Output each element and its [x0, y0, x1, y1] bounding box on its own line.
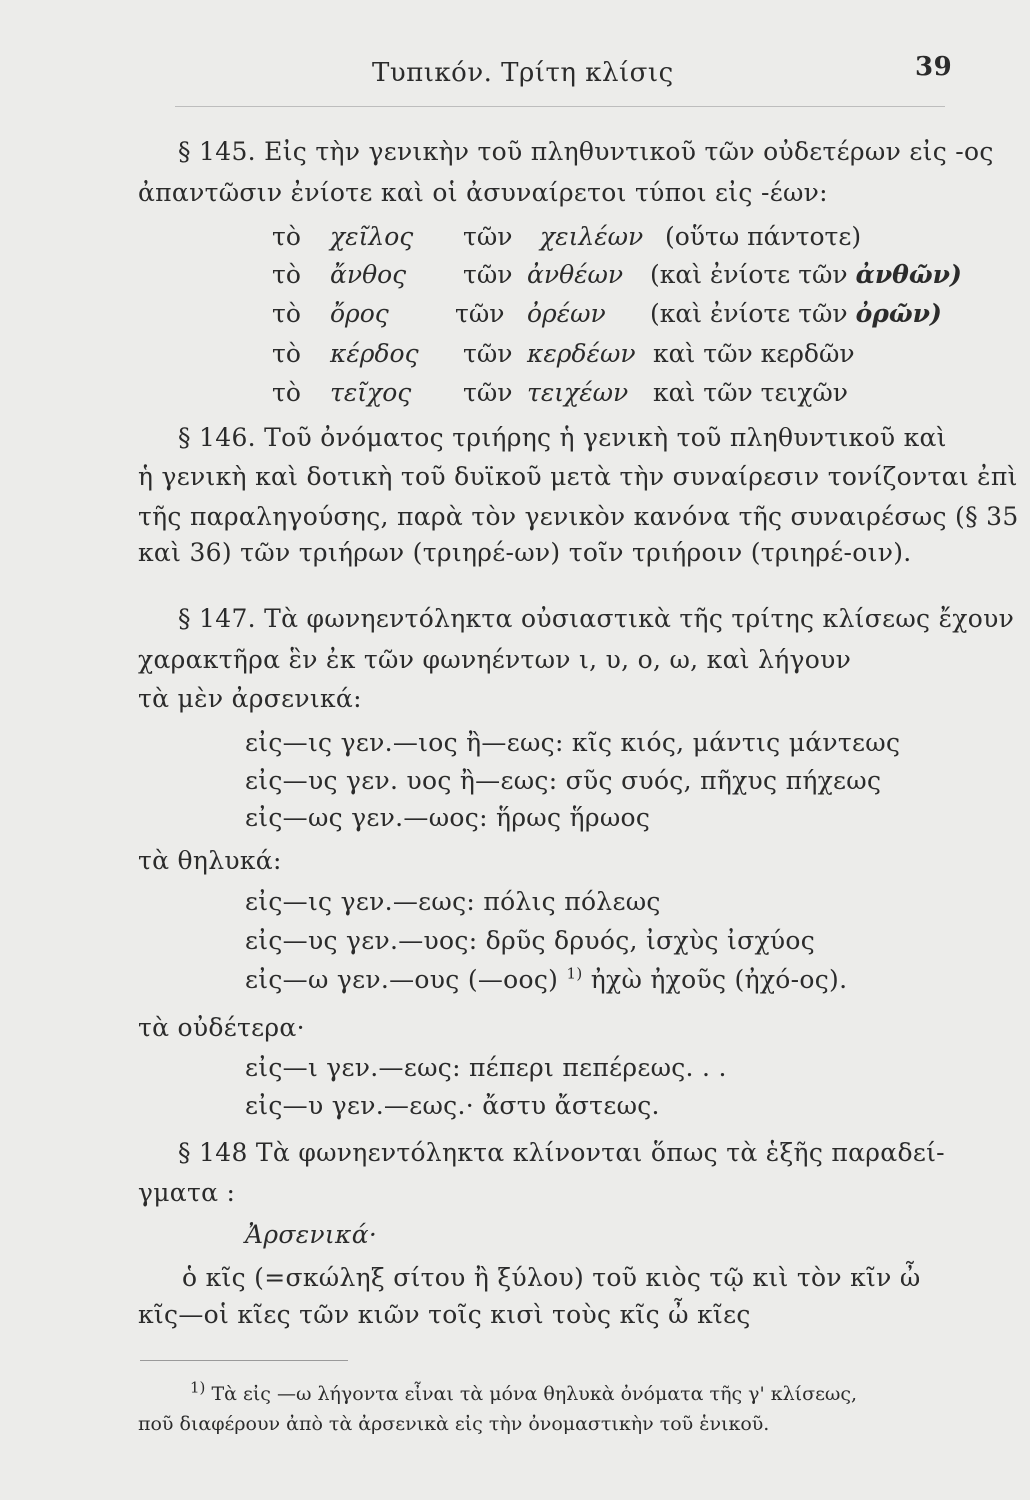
neuter-label: τὰ οὐδέτερα·: [138, 1013, 305, 1042]
article: τὸ: [272, 378, 301, 407]
s148-line-1: § 148 Τὰ φωνηεντόληκτα κλίνονται ὅπως τὰ ἑξῆς παραδεί-: [178, 1138, 945, 1167]
feminine-ending-row: [245, 965, 847, 994]
s147-line-2: χαρακτῆρα ἓν ἐκ τῶν φωνηέντων ι, υ, ο, ω, καὶ λήγουν: [138, 645, 852, 674]
note-text: καὶ τῶν κερδῶν: [653, 339, 855, 368]
feminine-ending-text: εἰς—ω γεν.—ους (—οος): [245, 965, 559, 994]
nominative-word: χεῖλος: [330, 222, 414, 251]
masculine-ending-row: εἰς—ως γεν.—ωος: ἥρως ἥρωος: [245, 803, 651, 832]
note-text: (καὶ ἐνίοτε τῶν: [650, 260, 856, 289]
s146-line-2: ἡ γενικὴ καὶ δοτικὴ τοῦ δυϊκοῦ μετὰ τὴν συναίρεσιν τονίζονται ἐπὶ: [138, 462, 1018, 491]
s145-line-2: ἀπαντῶσιν ἐνίοτε καὶ οἱ ἀσυναίρετοι τύποι εἰς -έων:: [138, 178, 828, 207]
note: [653, 339, 855, 368]
s147-line-3: τὰ μὲν ἀρσενικά:: [138, 684, 362, 713]
s146-line-1: § 146. Τοῦ ὀνόματος τριήρης ἡ γενικὴ τοῦ πληθυντικοῦ καὶ: [178, 423, 947, 452]
article: τὸ: [272, 299, 301, 328]
note: [650, 299, 942, 328]
s146-line-3: τῆς παραληγούσης, παρὰ τὸν γενικὸν κανόνα τῆς συναιρέσως (§ 35: [138, 502, 1019, 531]
note-text: καὶ τῶν τειχῶν: [653, 378, 848, 407]
neuter-ending-row: εἰς—υ γεν.—εως.· ἄστυ ἄστεως.: [245, 1091, 660, 1120]
article: τὸ: [272, 222, 301, 251]
declension-line-b: κῖς—οἱ κῖες τῶν κιῶν τοῖς κισὶ τοὺς κῖς ὦ κῖες: [138, 1300, 751, 1329]
article-genitive: τῶν: [455, 299, 505, 328]
masculine-heading: Ἀρσενικά·: [245, 1220, 378, 1249]
article-genitive: τῶν: [463, 260, 513, 289]
feminine-ending-row: εἰς—υς γεν.—υος: δρῦς δρυός, ἰσχὺς ἰσχύος: [245, 926, 816, 955]
genitive-word: κερδέων: [527, 339, 636, 368]
masculine-ending-row: εἰς—υς γεν. υος ἢ—εως: σῦς συός, πῆχυς πήχεως: [245, 766, 882, 795]
note-text: (καὶ ἐνίοτε τῶν: [650, 299, 856, 328]
s148-line-2: γματα :: [138, 1178, 236, 1207]
note: [653, 378, 848, 407]
footnote-marker: 1): [190, 1378, 206, 1397]
nominative-word: ὄρος: [330, 299, 389, 328]
masculine-ending-row: εἰς—ις γεν.—ιος ἢ—εως: κῖς κιός, μάντις μάντεως: [245, 728, 901, 757]
genitive-word: ὀρέων: [527, 299, 606, 328]
s146-line-4: καὶ 36) τῶν τριήρων (τριηρέ-ων) τοῖν τριήροιν (τριηρέ-οιν).: [138, 538, 912, 567]
note-text: (οὕτω πάντοτε): [665, 222, 862, 251]
genitive-word: τειχέων: [527, 378, 629, 407]
article: τὸ: [272, 260, 301, 289]
article-genitive: τῶν: [463, 222, 513, 251]
declension-line-a: ὁ κῖς (=σκώληξ σίτου ἢ ξύλου) τοῦ κιὸς τῷ κιὶ τὸν κῖν ὦ: [182, 1263, 921, 1292]
running-title: Τυπικόν. Τρίτη κλίσις: [372, 58, 674, 88]
feminine-ending-example: ἠχὼ ἠχοῦς (ἠχό-ος).: [590, 965, 848, 994]
page-number: 39: [915, 52, 953, 82]
feminine-label: τὰ θηλυκά:: [138, 846, 282, 875]
footnote-line-2: ποῦ διαφέρουν ἀπὸ τὰ ἀρσενικὰ εἰς τὴν ὀνομαστικὴν τοῦ ἑνικοῦ.: [138, 1413, 770, 1435]
nominative-word: κέρδος: [330, 339, 419, 368]
note: [650, 260, 962, 289]
article: τὸ: [272, 339, 301, 368]
genitive-word: ἀνθέων: [527, 260, 624, 289]
footnote-line-1: [190, 1378, 858, 1405]
footnote-rule: [140, 1360, 348, 1361]
neuter-ending-row: εἰς—ι γεν.—εως: πέπερι πεπέρεως. . .: [245, 1053, 727, 1082]
note-bold: ἀνθῶν): [855, 260, 962, 289]
s147-line-1: § 147. Τὰ φωνηεντόληκτα οὐσιαστικὰ τῆς τρίτης κλίσεως ἔχουν: [178, 604, 1015, 633]
header-rule: [175, 106, 945, 107]
genitive-word: χειλέων: [540, 222, 644, 251]
footnote-text: Τὰ εἰς —ω λήγοντα εἶναι τὰ μόνα θηλυκὰ ὀνόματα τῆς γ' κλίσεως,: [211, 1383, 858, 1405]
note-bold: ὀρῶν): [855, 299, 942, 328]
article-genitive: τῶν: [463, 378, 513, 407]
nominative-word: τεῖχος: [330, 378, 412, 407]
note: [665, 222, 861, 251]
footnote-ref: 1): [566, 964, 583, 983]
feminine-ending-row: εἰς—ις γεν.—εως: πόλις πόλεως: [245, 887, 661, 916]
article-genitive: τῶν: [463, 339, 513, 368]
nominative-word: ἄνθος: [330, 260, 407, 289]
s145-line-1: § 145. Εἰς τὴν γενικὴν τοῦ πληθυντικοῦ τῶν οὐδετέρων εἰς -ος: [178, 137, 994, 166]
